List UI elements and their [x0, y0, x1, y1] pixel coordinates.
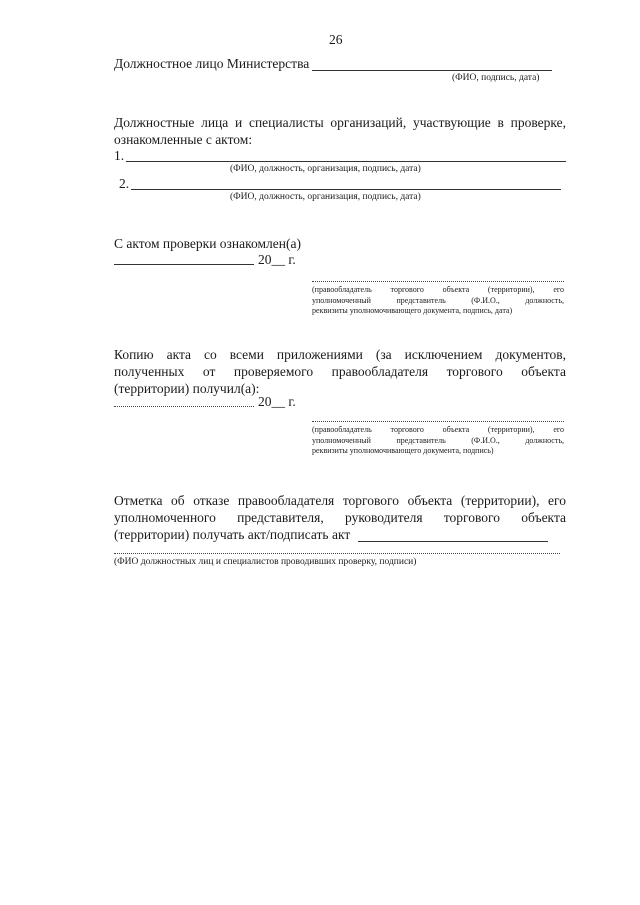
copy-date-line[interactable] [114, 406, 254, 407]
acquainted-year: 20__ г. [258, 252, 296, 267]
participants-text-line2: ознакомленные с актом: [114, 132, 253, 147]
refusal-text-line1: Отметка об отказе правообладателя торгового объекта (территории), его [114, 493, 566, 508]
copy-caption-line3: реквизиты уполномочивающего документа, подпись) [312, 446, 494, 455]
copy-caption-line2: уполномоченный представитель (Ф.И.О., должность, [312, 436, 564, 445]
copy-text-line1: Копию акта со всеми приложениями (за исключением документов, [114, 347, 566, 362]
copy-caption-line1: (правообладатель торгового объекта (территории), его [312, 425, 564, 434]
refusal-text-line3: (территории) получать акт/подписать акт [114, 527, 351, 542]
acquainted-caption-line1: (правообладатель торгового объекта (территории), его [312, 285, 564, 294]
participant-item-2-number: 2. [119, 176, 130, 191]
acquainted-label: С актом проверки ознакомлен(а) [114, 236, 301, 251]
participant-1-caption: (ФИО, должность, организация, подпись, дата) [230, 164, 421, 174]
acquainted-signature-line[interactable] [312, 281, 564, 282]
acquainted-date-line[interactable] [114, 264, 254, 265]
participant-1-line[interactable] [126, 161, 566, 162]
refusal-line-inline[interactable] [358, 541, 548, 542]
participant-2-line[interactable] [131, 189, 561, 190]
refusal-text-line2: уполномоченного представителя, руководителя торгового объекта [114, 510, 566, 525]
acquainted-caption-line2: уполномоченный представитель (Ф.И.О., должность, [312, 296, 564, 305]
copy-signature-line[interactable] [312, 421, 564, 422]
official-caption: (ФИО, подпись, дата) [452, 73, 540, 83]
copy-text-line3: (территории) получил(а): [114, 381, 260, 396]
participants-text-line1: Должностные лица и специалисты организаций, участвующие в проверке, [114, 115, 566, 130]
official-label: Должностное лицо Министерства [114, 56, 310, 71]
refusal-caption: (ФИО должностных лиц и специалистов проводивших проверку, подписи) [114, 557, 417, 567]
copy-text-line2: полученных от проверяемого правообладателя торгового объекта [114, 364, 566, 379]
official-signature-line[interactable] [312, 70, 552, 71]
acquainted-caption-line3: реквизиты уполномочивающего документа, подпись, дата) [312, 306, 513, 315]
page-number: 26 [329, 32, 343, 47]
copy-year: 20__ г. [258, 394, 296, 409]
participant-2-caption: (ФИО, должность, организация, подпись, дата) [230, 192, 421, 202]
refusal-signature-line[interactable] [114, 553, 560, 554]
participant-item-1-number: 1. [114, 148, 125, 163]
